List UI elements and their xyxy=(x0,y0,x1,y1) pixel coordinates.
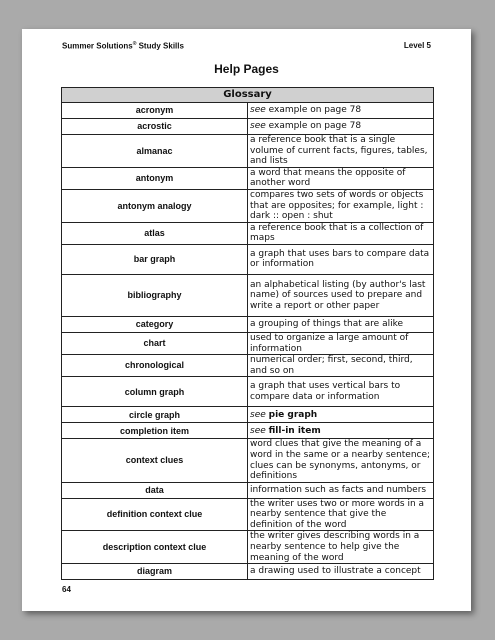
glossary-row xyxy=(62,531,434,564)
glossary-term: antonym analogy xyxy=(62,189,248,222)
definition-text: a reference book that is a single volume of current facts, figures, tables, and lists xyxy=(250,135,428,167)
glossary-term: column graph xyxy=(62,377,248,407)
glossary-definition xyxy=(248,167,434,189)
glossary-definition xyxy=(248,119,434,135)
glossary-row xyxy=(62,316,434,332)
definition-text: a graph that uses bars to compare data or information xyxy=(250,248,430,270)
glossary-row xyxy=(62,119,434,135)
document-page xyxy=(22,29,471,611)
cross-reference-term: pie graph xyxy=(268,409,318,420)
glossary-table xyxy=(61,87,434,580)
glossary-definition xyxy=(248,189,434,222)
glossary-term: acrostic xyxy=(62,119,248,135)
series-name: Summer Solutions xyxy=(62,41,133,51)
glossary-row xyxy=(62,222,434,244)
registered-mark: ® xyxy=(132,41,137,47)
glossary-row xyxy=(62,355,434,377)
definition-text: example on page 78 xyxy=(265,105,362,116)
glossary-definition xyxy=(248,498,434,531)
glossary-term: description context clue xyxy=(62,531,248,564)
glossary-term: data xyxy=(62,482,248,498)
glossary-definition xyxy=(248,332,434,354)
glossary-term: definition context clue xyxy=(62,498,248,531)
glossary-definition xyxy=(248,482,434,498)
definition-text: an alphabetical listing (by author's last name) of sources used to prepare and write a report or other paper xyxy=(250,279,426,311)
definition-text: the writer gives describing words in a nearby sentence to help give the meaning of the word xyxy=(250,531,420,563)
glossary-term: category xyxy=(62,316,248,332)
glossary-row xyxy=(62,332,434,354)
glossary-row xyxy=(62,189,434,222)
glossary-row xyxy=(62,103,434,119)
glossary-row xyxy=(62,377,434,407)
definition-text: word clues that give the meaning of a word in the same or a nearby sentence; clues can be synonyms, antonyms, or definitions xyxy=(250,439,431,482)
glossary-term: almanac xyxy=(62,135,248,168)
definition-text: a graph that uses vertical bars to compare data or information xyxy=(250,381,401,402)
glossary-definition xyxy=(248,564,434,580)
see-reference-label: see xyxy=(250,121,266,132)
glossary-definition xyxy=(248,244,434,274)
definition-text: the writer uses two or more words in a nearby sentence that give the definition of the word xyxy=(250,498,425,530)
glossary-definition xyxy=(248,103,434,119)
definition-text: a word that means the opposite of another word xyxy=(250,167,406,189)
glossary-row xyxy=(62,407,434,423)
glossary-term: circle graph xyxy=(62,407,248,423)
series-subtitle: Study Skills xyxy=(136,41,184,51)
glossary-term: chronological xyxy=(62,355,248,377)
glossary-row xyxy=(62,439,434,482)
glossary-row xyxy=(62,135,434,168)
glossary-term: context clues xyxy=(62,439,248,482)
glossary-term: completion item xyxy=(62,423,248,439)
glossary-definition xyxy=(248,423,434,439)
glossary-row xyxy=(62,423,434,439)
definition-text: a drawing used to illustrate a concept xyxy=(250,566,421,577)
definition-text: a grouping of things that are alike xyxy=(250,319,404,330)
glossary-definition xyxy=(248,135,434,168)
cross-reference-term: fill-in item xyxy=(268,425,321,436)
glossary-definition xyxy=(248,531,434,564)
glossary-body xyxy=(62,103,434,580)
glossary-term: diagram xyxy=(62,564,248,580)
definition-text: used to organize a large amount of information xyxy=(250,332,409,354)
definition-text: compares two sets of words or objects that are opposites; for example, light : dark :: open : shut xyxy=(250,189,424,222)
see-reference-label: see xyxy=(250,409,266,420)
glossary-definition xyxy=(248,439,434,482)
see-reference-label: see xyxy=(250,425,266,436)
running-header-left xyxy=(62,41,184,51)
glossary-heading: Glossary xyxy=(62,88,434,103)
glossary-row xyxy=(62,482,434,498)
glossary-definition xyxy=(248,222,434,244)
glossary-term: atlas xyxy=(62,222,248,244)
glossary-row xyxy=(62,274,434,316)
page-title: Help Pages xyxy=(214,62,279,76)
glossary-definition xyxy=(248,377,434,407)
glossary-term: antonym xyxy=(62,167,248,189)
glossary-row xyxy=(62,167,434,189)
glossary-row xyxy=(62,564,434,580)
definition-text: numerical order; first, second, third, and so on xyxy=(250,355,413,376)
glossary-definition xyxy=(248,316,434,332)
definition-text: a reference book that is a collection of maps xyxy=(250,222,424,244)
see-reference-label: see xyxy=(250,105,266,116)
glossary-row xyxy=(62,244,434,274)
running-header-right: Level 5 xyxy=(403,41,431,50)
page-number: 64 xyxy=(62,585,71,594)
glossary-term: bar graph xyxy=(62,244,248,274)
definition-text: information such as facts and numbers xyxy=(250,484,427,495)
glossary-definition xyxy=(248,407,434,423)
glossary-row xyxy=(62,498,434,531)
glossary-term: bibliography xyxy=(62,274,248,316)
definition-text: example on page 78 xyxy=(265,121,362,132)
glossary-definition xyxy=(248,355,434,377)
glossary-term: acronym xyxy=(62,103,248,119)
glossary-definition xyxy=(248,274,434,316)
glossary-term: chart xyxy=(62,332,248,354)
